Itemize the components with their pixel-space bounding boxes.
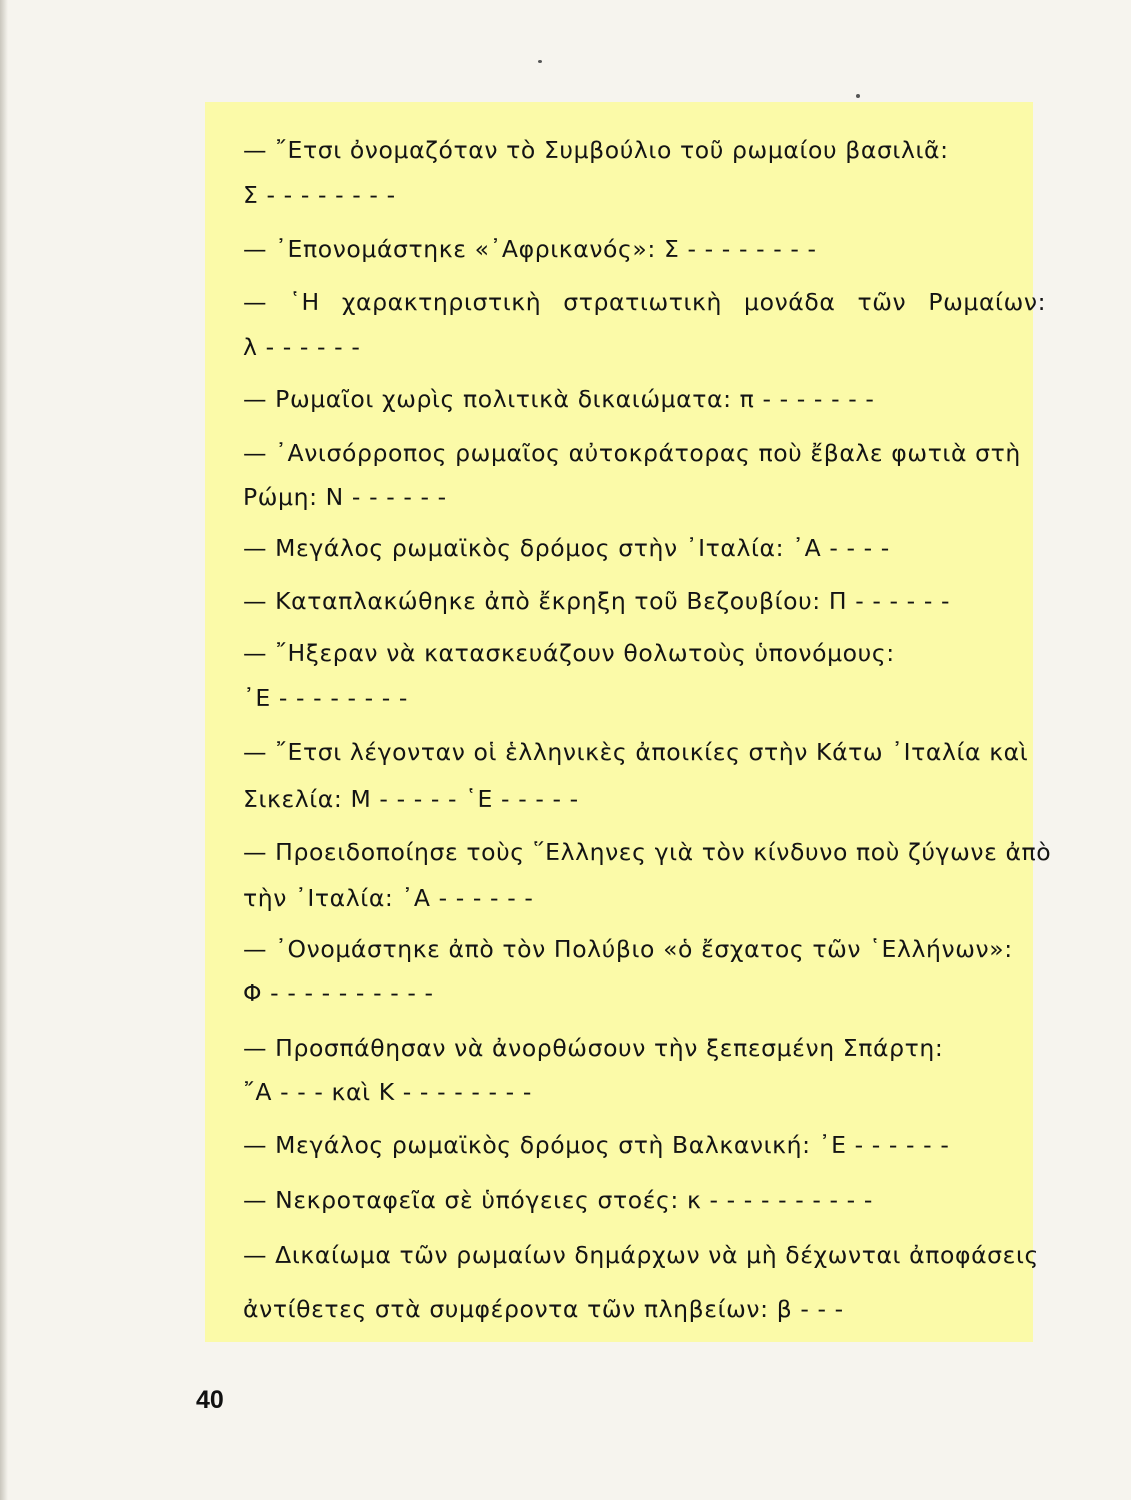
question-line: — ῎Ετσι λέγονταν οἱ ἑλληνικὲς ἀποικίες στὴν Κάτω ᾿Ιταλία καὶ — [243, 738, 1029, 766]
question-line: — ᾿Ανισόρροπος ρωμαῖος αὐτοκράτορας ποὺ ἔβαλε φωτιὰ στὴ — [243, 439, 1021, 467]
question-line: — Καταπλακώθηκε ἀπὸ ἔκρηξη τοῦ Βεζουβίου: Π - - - - - - — [243, 587, 951, 615]
question-line: — ῎Ετσι ὀνομαζόταν τὸ Συμβούλιο τοῦ ρωμαίου βασιλιᾶ: — [243, 136, 949, 164]
question-line: — Προσπάθησαν νὰ ἀνορθώσουν τὴν ξεπεσμένη Σπάρτη: — [243, 1034, 944, 1062]
page-number: 40 — [196, 1386, 224, 1414]
answer-line: Σ - - - - - - - - — [243, 181, 396, 209]
question-line: — Νεκροταφεῖα σὲ ὑπόγειες στοές: κ - - - - - - - - - - — [243, 1186, 873, 1214]
answer-line: Φ - - - - - - - - - - — [243, 979, 434, 1007]
answer-line: Σικελία: Μ - - - - - ῾Ε - - - - - — [243, 785, 579, 813]
question-line: — Μεγάλος ρωμαϊκὸς δρόμος στὴ Βαλκανική: ᾿Ε - - - - - - — [243, 1131, 950, 1159]
question-line: — ᾿Ονομάστηκε ἀπὸ τὸν Πολύβιο «ὁ ἔσχατος τῶν ῾Ελλήνων»: — [243, 935, 1013, 963]
page-edge-shadow — [0, 0, 8, 1500]
question-line: — Προειδοποίησε τοὺς ῞Ελληνες γιὰ τὸν κίνδυνο ποὺ ζύγωνε ἀπὸ — [243, 838, 1052, 866]
print-speck — [856, 94, 860, 98]
answer-line: ῎Α - - - καὶ Κ - - - - - - - - — [243, 1078, 532, 1106]
answer-line: ᾿Ε - - - - - - - - — [243, 684, 408, 712]
print-speck — [538, 60, 542, 63]
answer-line: ἀντίθετες στὰ συμφέροντα τῶν πληβείων: β - - - — [243, 1295, 844, 1323]
question-line: — ῾Η χαρακτηριστικὴ στρατιωτικὴ μονάδα τῶν Ρωμαίων: — [243, 288, 1047, 316]
question-line: — ῎Ηξεραν νὰ κατασκευάζουν θολωτοὺς ὑπονόμους: — [243, 639, 895, 667]
question-line: — Ρωμαῖοι χωρὶς πολιτικὰ δικαιώματα: π - - - - - - - — [243, 385, 875, 413]
question-line: — Μεγάλος ρωμαϊκὸς δρόμος στὴν ᾿Ιταλία: ᾿Α - - - - — [243, 534, 890, 562]
question-line: — Δικαίωμα τῶν ρωμαίων δημάρχων νὰ μὴ δέχωνται ἀποφάσεις — [243, 1241, 1039, 1269]
answer-line: τὴν ᾿Ιταλία: ᾿Α - - - - - - — [243, 884, 534, 912]
answer-line: Ρώμη: Ν - - - - - - — [243, 483, 447, 511]
question-line: — ᾿Επονομάστηκε «᾿Αφρικανός»: Σ - - - - - - - - — [243, 235, 817, 263]
answer-line: λ - - - - - - — [243, 333, 361, 361]
